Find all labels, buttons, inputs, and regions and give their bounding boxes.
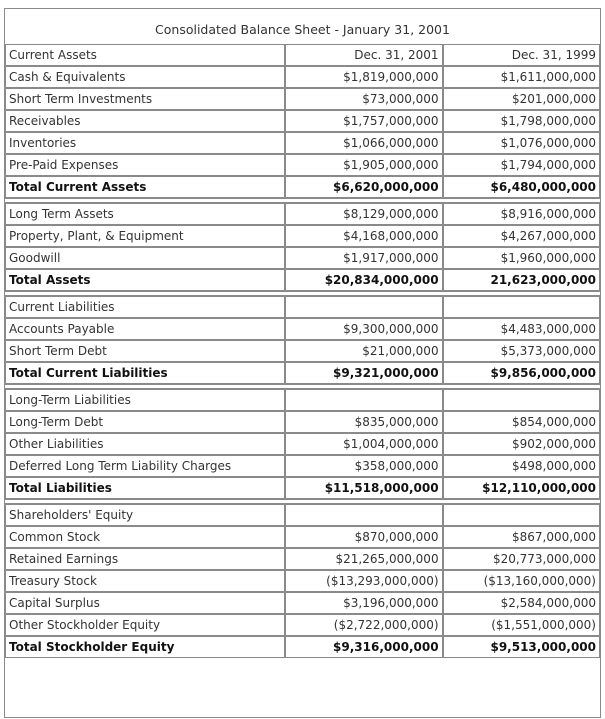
- table-row: [5, 110, 600, 132]
- value-1999: ($1,551,000,000): [443, 614, 600, 636]
- value-2001: $6,620,000,000: [285, 176, 442, 198]
- value-1999: $902,000,000: [443, 433, 600, 455]
- table-row: [5, 526, 600, 548]
- value-1999: $4,483,000,000: [443, 318, 600, 340]
- page-title: Consolidated Balance Sheet - January 31, 2001: [155, 22, 450, 37]
- row-label: Short Term Investments: [5, 88, 285, 110]
- row-label: Other Liabilities: [5, 433, 285, 455]
- balance-sheet-table: [5, 44, 600, 658]
- row-label: Goodwill: [5, 247, 285, 269]
- value-1999: 21,623,000,000: [443, 269, 600, 291]
- value-1999: $5,373,000,000: [443, 340, 600, 362]
- table-row: [5, 247, 600, 269]
- table-row: [5, 614, 600, 636]
- value-2001: $3,196,000,000: [285, 592, 442, 614]
- value-1999: [443, 296, 600, 318]
- table-row: [5, 592, 600, 614]
- value-1999: $9,513,000,000: [443, 636, 600, 658]
- value-2001: $835,000,000: [285, 411, 442, 433]
- value-2001: $358,000,000: [285, 455, 442, 477]
- table-row: [5, 548, 600, 570]
- value-1999: $9,856,000,000: [443, 362, 600, 384]
- value-2001: $1,066,000,000: [285, 132, 442, 154]
- value-1999: $4,267,000,000: [443, 225, 600, 247]
- value-1999: $1,798,000,000: [443, 110, 600, 132]
- row-label: Total Stockholder Equity: [5, 636, 285, 658]
- value-1999: $201,000,000: [443, 88, 600, 110]
- total-row: [5, 362, 600, 384]
- value-2001: [285, 504, 442, 526]
- value-2001: $9,300,000,000: [285, 318, 442, 340]
- value-1999: $1,076,000,000: [443, 132, 600, 154]
- row-label: Common Stock: [5, 526, 285, 548]
- value-2001: $1,004,000,000: [285, 433, 442, 455]
- row-label: Cash & Equivalents: [5, 66, 285, 88]
- value-2001: $4,168,000,000: [285, 225, 442, 247]
- row-label: Long-Term Liabilities: [5, 389, 285, 411]
- row-label: Total Current Assets: [5, 176, 285, 198]
- row-label: Accounts Payable: [5, 318, 285, 340]
- row-label: Long-Term Debt: [5, 411, 285, 433]
- value-1999: [443, 389, 600, 411]
- row-label: Deferred Long Term Liability Charges: [5, 455, 285, 477]
- row-label: Short Term Debt: [5, 340, 285, 362]
- header-label: Current Assets: [5, 44, 285, 66]
- table-row: [5, 66, 600, 88]
- table-row: [5, 411, 600, 433]
- value-1999: $867,000,000: [443, 526, 600, 548]
- row-label: Retained Earnings: [5, 548, 285, 570]
- value-1999: $1,611,000,000: [443, 66, 600, 88]
- value-1999: [443, 504, 600, 526]
- row-label: Current Liabilities: [5, 296, 285, 318]
- value-1999: $498,000,000: [443, 455, 600, 477]
- value-2001: [285, 296, 442, 318]
- table-row: [5, 389, 600, 411]
- value-2001: $1,905,000,000: [285, 154, 442, 176]
- value-2001: $9,321,000,000: [285, 362, 442, 384]
- value-2001: $1,819,000,000: [285, 66, 442, 88]
- row-label: Total Liabilities: [5, 477, 285, 499]
- row-label: Receivables: [5, 110, 285, 132]
- table-row: [5, 455, 600, 477]
- table-row: [5, 570, 600, 592]
- value-1999: $20,773,000,000: [443, 548, 600, 570]
- table-row: [5, 132, 600, 154]
- table-row: [5, 296, 600, 318]
- value-2001: $21,265,000,000: [285, 548, 442, 570]
- row-label: Pre-Paid Expenses: [5, 154, 285, 176]
- value-2001: $1,757,000,000: [285, 110, 442, 132]
- value-2001: $8,129,000,000: [285, 203, 442, 225]
- row-label: Total Current Liabilities: [5, 362, 285, 384]
- row-label: Capital Surplus: [5, 592, 285, 614]
- table-row: [5, 154, 600, 176]
- table-row: [5, 340, 600, 362]
- table-header-row: [5, 44, 600, 66]
- value-1999: $2,584,000,000: [443, 592, 600, 614]
- table-row: [5, 433, 600, 455]
- row-label: Inventories: [5, 132, 285, 154]
- total-row: [5, 636, 600, 658]
- value-2001: $9,316,000,000: [285, 636, 442, 658]
- table-row: [5, 504, 600, 526]
- value-2001: ($2,722,000,000): [285, 614, 442, 636]
- value-2001: ($13,293,000,000): [285, 570, 442, 592]
- value-1999: $6,480,000,000: [443, 176, 600, 198]
- header-col-1999: Dec. 31, 1999: [443, 44, 600, 66]
- value-1999: $1,794,000,000: [443, 154, 600, 176]
- value-1999: ($13,160,000,000): [443, 570, 600, 592]
- value-1999: $1,960,000,000: [443, 247, 600, 269]
- total-row: [5, 176, 600, 198]
- value-1999: $8,916,000,000: [443, 203, 600, 225]
- header-col-2001: Dec. 31, 2001: [285, 44, 442, 66]
- row-label: Total Assets: [5, 269, 285, 291]
- table-row: [5, 203, 600, 225]
- value-2001: $20,834,000,000: [285, 269, 442, 291]
- value-2001: $73,000,000: [285, 88, 442, 110]
- value-1999: $12,110,000,000: [443, 477, 600, 499]
- table-row: [5, 88, 600, 110]
- value-2001: $11,518,000,000: [285, 477, 442, 499]
- row-label: Other Stockholder Equity: [5, 614, 285, 636]
- row-label: Long Term Assets: [5, 203, 285, 225]
- value-1999: $854,000,000: [443, 411, 600, 433]
- table-row: [5, 225, 600, 247]
- row-label: Treasury Stock: [5, 570, 285, 592]
- value-2001: [285, 389, 442, 411]
- row-label: Shareholders' Equity: [5, 504, 285, 526]
- total-row: [5, 269, 600, 291]
- value-2001: $870,000,000: [285, 526, 442, 548]
- row-label: Property, Plant, & Equipment: [5, 225, 285, 247]
- total-row: [5, 477, 600, 499]
- table-row: [5, 318, 600, 340]
- value-2001: $1,917,000,000: [285, 247, 442, 269]
- value-2001: $21,000,000: [285, 340, 442, 362]
